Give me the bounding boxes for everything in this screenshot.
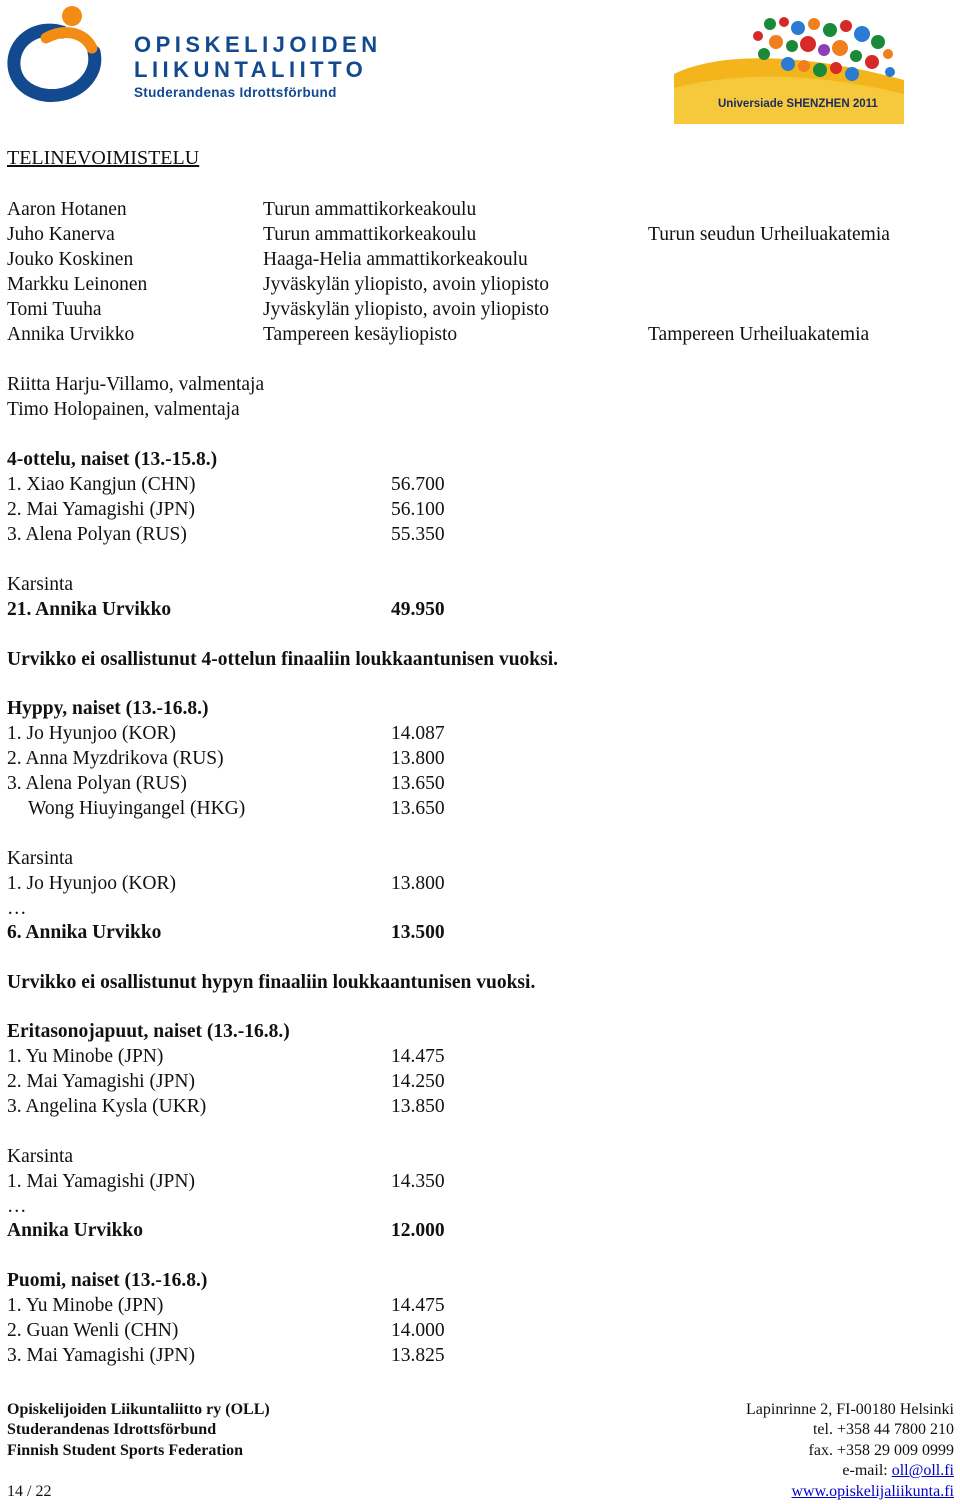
footer-org-line: Finnish Student Sports Federation (7, 1442, 244, 1459)
athlete-school: Jyväskylän yliopisto, avoin yliopisto (263, 274, 549, 295)
result-place: 3. Alena Polyan (RUS) (7, 524, 187, 545)
result-score: 13.800 (391, 748, 445, 769)
result-place: 3. Alena Polyan (RUS) (7, 773, 187, 794)
qualification-label: Karsinta (7, 848, 74, 869)
event-note: Urvikko ei osallistunut 4-ottelun finaaliin loukkaantunisen vuoksi. (7, 649, 559, 670)
result-place: 1. Yu Minobe (JPN) (7, 1046, 164, 1067)
result-place: 2. Mai Yamagishi (JPN) (7, 499, 195, 520)
athlete-name: Markku Leinonen (7, 274, 148, 295)
page-number: 14 / 22 (7, 1483, 52, 1500)
result-place-highlight: 6. Annika Urvikko (7, 922, 162, 943)
page-heading: TELINEVOIMISTELU (7, 147, 200, 169)
result-place: 1. Xiao Kangjun (CHN) (7, 474, 196, 495)
universiade-logo-text: Universiade SHENZHEN 2011 (718, 98, 878, 110)
result-place: 1. Yu Minobe (JPN) (7, 1295, 164, 1316)
result-score-highlight: 49.950 (391, 599, 445, 620)
result-place: 2. Mai Yamagishi (JPN) (7, 1071, 195, 1092)
result-score: 13.825 (391, 1345, 445, 1366)
result-score: 13.800 (391, 873, 445, 894)
oll-logo-line3: Studerandenas Idrottsförbund (134, 85, 337, 100)
footer-fax: fax. +358 29 009 0999 (808, 1442, 954, 1459)
event-note: Urvikko ei osallistunut hypyn finaaliin loukkaantunisen vuoksi. (7, 972, 536, 993)
footer-web-link[interactable]: www.opiskelijaliikunta.fi (791, 1483, 954, 1500)
oll-emblem-icon (6, 2, 126, 106)
result-place: 2. Anna Myzdrikova (RUS) (7, 748, 224, 769)
oll-logo-line1: OPISKELIJOIDEN (134, 32, 382, 57)
result-score: 13.650 (391, 773, 445, 794)
result-score: 56.700 (391, 474, 445, 495)
footer-web-row (792, 1482, 955, 1503)
qualification-label: Karsinta (7, 574, 74, 595)
result-place-highlight: 21. Annika Urvikko (7, 599, 172, 620)
event-title: Hyppy, naiset (13.-16.8.) (7, 698, 209, 719)
athlete-school: Haaga-Helia ammattikorkeakoulu (263, 249, 528, 270)
result-score: 13.650 (391, 798, 445, 819)
result-score: 14.475 (391, 1295, 445, 1316)
athlete-name: Tomi Tuuha (7, 299, 102, 320)
result-place: 1. Jo Hyunjoo (KOR) (7, 873, 176, 894)
athlete-school: Turun ammattikorkeakoulu (263, 224, 477, 245)
athlete-name: Jouko Koskinen (7, 249, 134, 270)
result-score: 14.250 (391, 1071, 445, 1092)
event-title: Eritasonojapuut, naiset (13.-16.8.) (7, 1021, 290, 1042)
result-place: 1. Mai Yamagishi (JPN) (7, 1171, 195, 1192)
oll-logo-line2: LIIKUNTALIITTO (134, 57, 368, 82)
result-score: 56.100 (391, 499, 445, 520)
athlete-academy: Turun seudun Urheiluakatemia (648, 224, 890, 245)
ellipsis: … (7, 1196, 27, 1217)
result-score: 14.475 (391, 1046, 445, 1067)
result-score: 14.087 (391, 723, 445, 744)
ellipsis: … (7, 898, 27, 919)
event-title: Puomi, naiset (13.-16.8.) (7, 1270, 208, 1291)
footer-org-line: Studerandenas Idrottsförbund (7, 1421, 217, 1438)
athlete-name: Annika Urvikko (7, 324, 135, 345)
coach-line: Riitta Harju-Villamo, valmentaja (7, 374, 265, 395)
result-score-highlight: 13.500 (391, 922, 445, 943)
athlete-school: Tampereen kesäyliopisto (263, 324, 458, 345)
footer-org-line: Opiskelijoiden Liikuntaliitto ry (OLL) (7, 1401, 270, 1418)
result-score: 14.350 (391, 1171, 445, 1192)
qualification-label: Karsinta (7, 1146, 74, 1167)
result-score: 14.000 (391, 1320, 445, 1341)
athlete-name: Aaron Hotanen (7, 199, 127, 220)
event-title: 4-ottelu, naiset (13.-15.8.) (7, 449, 218, 470)
athlete-school: Turun ammattikorkeakoulu (263, 199, 477, 220)
athlete-name: Juho Kanerva (7, 224, 115, 245)
result-place-highlight: Annika Urvikko (7, 1220, 144, 1241)
result-score: 55.350 (391, 524, 445, 545)
result-score-highlight: 12.000 (391, 1220, 445, 1241)
universiade-logo (674, 14, 904, 126)
result-place: 3. Mai Yamagishi (JPN) (7, 1345, 195, 1366)
footer-email-row (842, 1461, 954, 1482)
result-place: 2. Guan Wenli (CHN) (7, 1320, 179, 1341)
result-place: 1. Jo Hyunjoo (KOR) (7, 723, 176, 744)
oll-logo (6, 2, 382, 106)
footer-tel: tel. +358 44 7800 210 (812, 1421, 954, 1438)
result-place: Wong Hiuyingangel (HKG) (28, 798, 246, 819)
footer-address: Lapinrinne 2, FI-00180 Helsinki (746, 1401, 954, 1418)
coach-line: Timo Holopainen, valmentaja (7, 399, 240, 420)
result-score: 13.850 (391, 1096, 445, 1117)
footer-email-link[interactable]: oll@oll.fi (891, 1462, 954, 1479)
footer-email-label: e-mail: (842, 1462, 892, 1479)
athlete-academy: Tampereen Urheiluakatemia (648, 324, 870, 345)
athlete-school: Jyväskylän yliopisto, avoin yliopisto (263, 299, 549, 320)
result-place: 3. Angelina Kysla (UKR) (7, 1096, 207, 1117)
